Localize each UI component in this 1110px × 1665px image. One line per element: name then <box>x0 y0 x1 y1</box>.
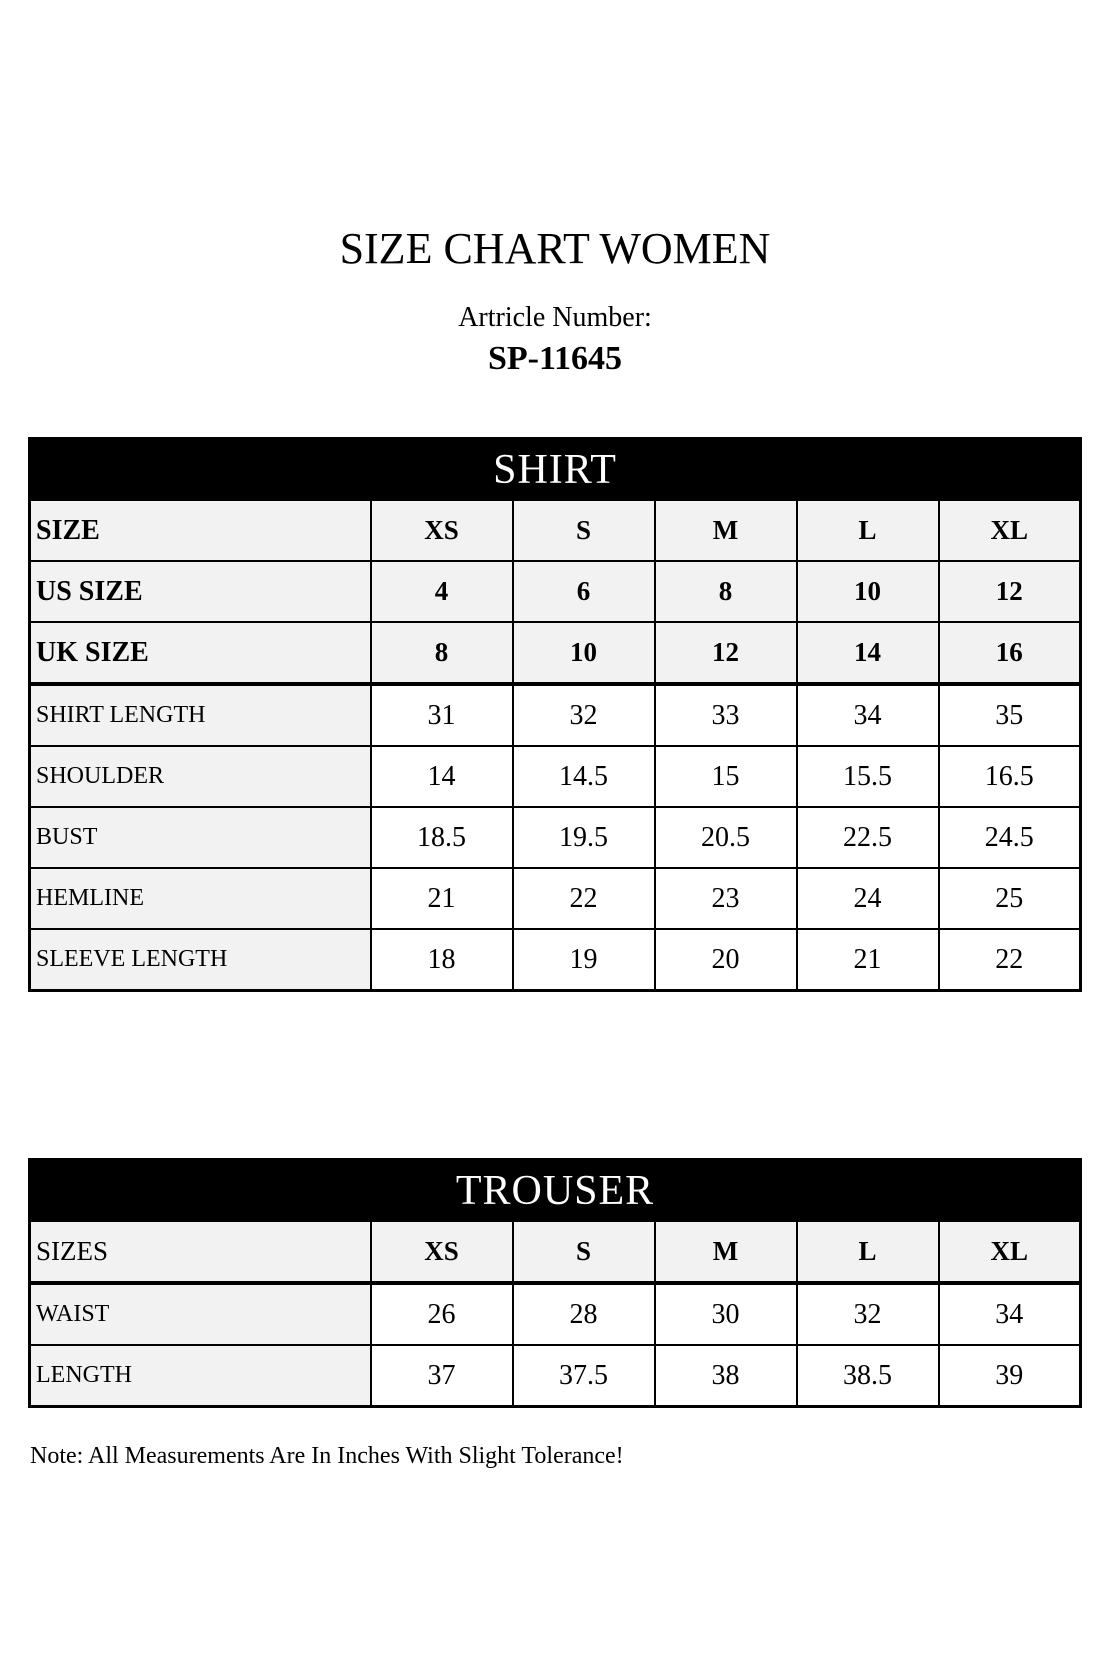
size-value-cell: 31 <box>371 684 513 746</box>
size-value-cell: XS <box>371 1221 513 1283</box>
trouser-table-title: TROUSER <box>30 1160 1081 1222</box>
page-title: SIZE CHART WOMEN <box>339 224 771 273</box>
size-value-cell: 39 <box>939 1345 1081 1407</box>
size-value-cell: 34 <box>939 1283 1081 1345</box>
size-value-cell: XL <box>939 1221 1081 1283</box>
size-value-cell: XS <box>371 500 513 561</box>
size-value-cell: 4 <box>371 561 513 622</box>
size-value-cell: 25 <box>939 868 1081 929</box>
size-value-cell: 10 <box>513 622 655 684</box>
size-value-cell: 22 <box>513 868 655 929</box>
row-label-cell: SIZE <box>30 500 371 561</box>
article-number-label: Artricle Number: <box>458 302 652 333</box>
row-label-cell: SHOULDER <box>30 746 371 807</box>
trouser-row-waist <box>30 1283 1081 1345</box>
size-value-cell: 38 <box>655 1345 797 1407</box>
shirt-row-uk-size <box>30 622 1081 684</box>
size-chart-document <box>28 0 1082 1470</box>
size-value-cell: L <box>797 1221 939 1283</box>
row-label-cell: US SIZE <box>30 561 371 622</box>
shirt-row-hemline <box>30 868 1081 929</box>
size-value-cell: 8 <box>371 622 513 684</box>
row-label-cell: WAIST <box>30 1283 371 1345</box>
size-value-cell: 18.5 <box>371 807 513 868</box>
size-value-cell: 6 <box>513 561 655 622</box>
shirt-row-shoulder <box>30 746 1081 807</box>
size-value-cell: 16 <box>939 622 1081 684</box>
size-value-cell: 28 <box>513 1283 655 1345</box>
article-number-value: SP-11645 <box>487 340 623 377</box>
shirt-table-title: SHIRT <box>30 439 1081 501</box>
shirt-table-title-row <box>30 439 1081 501</box>
size-value-cell: 14.5 <box>513 746 655 807</box>
size-value-cell: 12 <box>655 622 797 684</box>
row-label-cell: HEMLINE <box>30 868 371 929</box>
size-value-cell: 24 <box>797 868 939 929</box>
size-value-cell: L <box>797 500 939 561</box>
size-value-cell: 20.5 <box>655 807 797 868</box>
size-value-cell: 32 <box>797 1283 939 1345</box>
size-value-cell: 33 <box>655 684 797 746</box>
size-value-cell: 21 <box>371 868 513 929</box>
trouser-table-title-row <box>30 1160 1081 1222</box>
trouser-size-table <box>28 1158 1082 1408</box>
row-label-cell: LENGTH <box>30 1345 371 1407</box>
row-label-cell: SLEEVE LENGTH <box>30 929 371 991</box>
size-value-cell: 37 <box>371 1345 513 1407</box>
size-value-cell: M <box>655 1221 797 1283</box>
row-label-cell: BUST <box>30 807 371 868</box>
size-value-cell: 21 <box>797 929 939 991</box>
shirt-row-size <box>30 500 1081 561</box>
row-label-cell: SIZES <box>30 1221 371 1283</box>
shirt-row-sleeve-length <box>30 929 1081 991</box>
size-value-cell: 19 <box>513 929 655 991</box>
row-label-cell: UK SIZE <box>30 622 371 684</box>
size-value-cell: 15.5 <box>797 746 939 807</box>
size-value-cell: 22 <box>939 929 1081 991</box>
size-value-cell: 12 <box>939 561 1081 622</box>
size-value-cell: XL <box>939 500 1081 561</box>
size-value-cell: 15 <box>655 746 797 807</box>
size-value-cell: 18 <box>371 929 513 991</box>
trouser-row-sizes <box>30 1221 1081 1283</box>
size-value-cell: 38.5 <box>797 1345 939 1407</box>
shirt-row-bust <box>30 807 1081 868</box>
size-value-cell: 26 <box>371 1283 513 1345</box>
size-value-cell: 10 <box>797 561 939 622</box>
shirt-size-table <box>28 437 1082 992</box>
size-value-cell: 23 <box>655 868 797 929</box>
size-value-cell: 30 <box>655 1283 797 1345</box>
size-value-cell: 24.5 <box>939 807 1081 868</box>
size-value-cell: 8 <box>655 561 797 622</box>
size-value-cell: 34 <box>797 684 939 746</box>
size-value-cell: 20 <box>655 929 797 991</box>
trouser-row-length <box>30 1345 1081 1407</box>
size-value-cell: S <box>513 500 655 561</box>
size-value-cell: 14 <box>371 746 513 807</box>
row-label-cell: SHIRT LENGTH <box>30 684 371 746</box>
size-value-cell: 32 <box>513 684 655 746</box>
note-text: Note: All Measurements Are In Inches With Slight Tolerance! <box>30 1443 624 1469</box>
size-value-cell: 35 <box>939 684 1081 746</box>
shirt-row-shirt-length <box>30 684 1081 746</box>
size-value-cell: S <box>513 1221 655 1283</box>
size-value-cell: M <box>655 500 797 561</box>
size-value-cell: 37.5 <box>513 1345 655 1407</box>
size-value-cell: 14 <box>797 622 939 684</box>
shirt-row-us-size <box>30 561 1081 622</box>
size-value-cell: 22.5 <box>797 807 939 868</box>
size-value-cell: 19.5 <box>513 807 655 868</box>
size-value-cell: 16.5 <box>939 746 1081 807</box>
